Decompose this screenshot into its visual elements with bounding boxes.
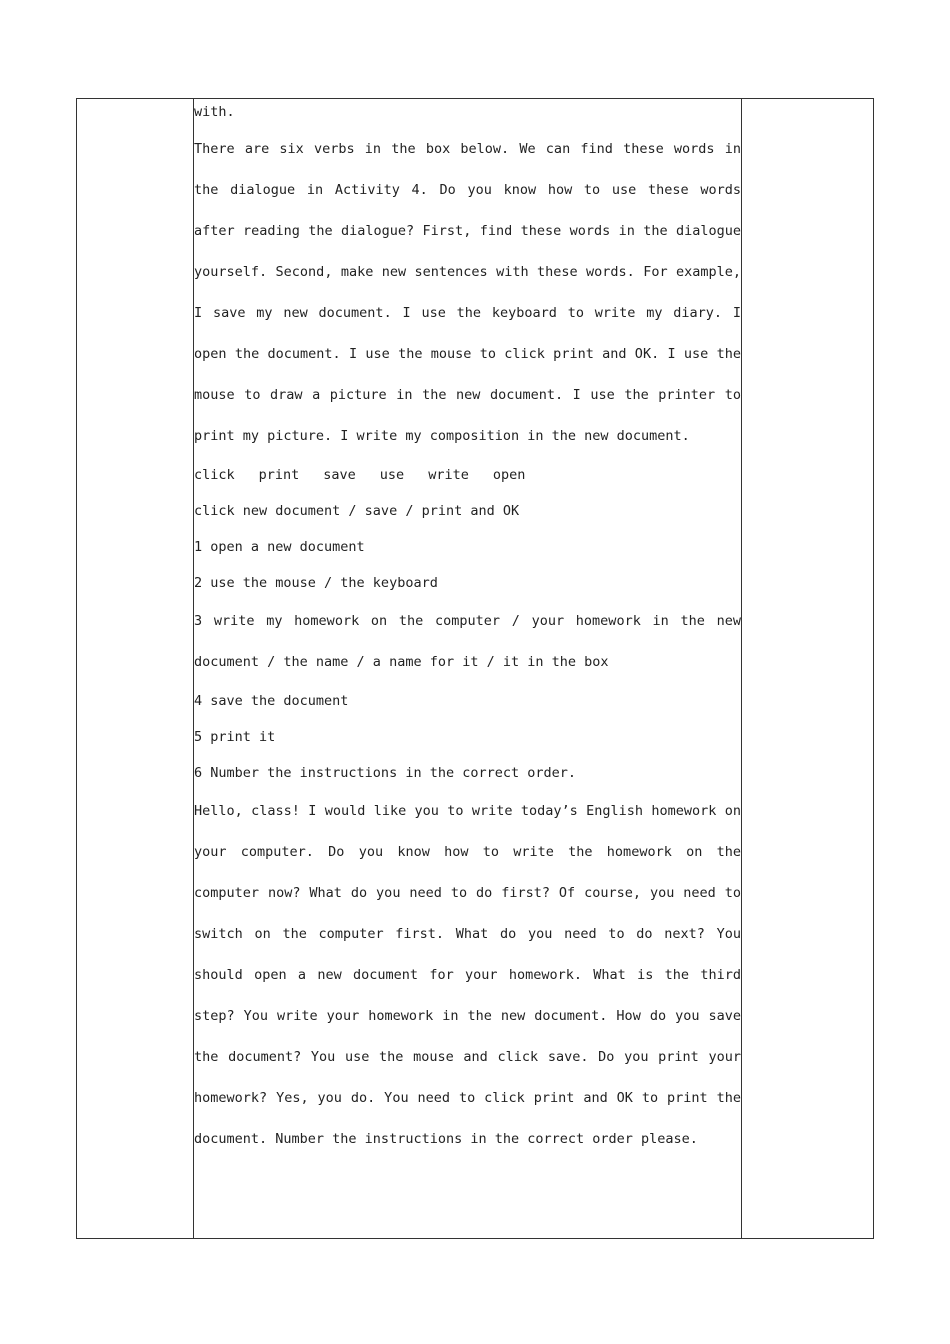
phrase-line: 3 write my homework on the computer / your homework in the new document / the name / a name for it / it in the box: [194, 613, 741, 670]
verb-word: use: [379, 467, 405, 483]
left-column-cell: [77, 99, 194, 1239]
verb-word: print: [258, 467, 300, 483]
continuation-text: with.: [194, 104, 235, 120]
table-row: [77, 99, 874, 1239]
phrase-line: 2 use the mouse / the keyboard: [194, 575, 438, 591]
verb-word: click: [194, 467, 235, 483]
phrase-line: 1 open a new document: [194, 539, 365, 555]
phrase-line: click new document / save / print and OK: [194, 503, 520, 519]
verb-word-box: [194, 457, 741, 493]
verb-word: write: [428, 467, 469, 483]
lesson-content: [194, 99, 741, 1160]
verb-word: save: [323, 467, 356, 483]
main-content-cell: [194, 99, 742, 1239]
phrase-line: 6 Number the instructions in the correct order.: [194, 765, 577, 781]
homework-paragraph: Hello, class! I would like you to write today’s English homework on your computer. Do you know how to write the homework on the computer now? What do you need to do first? Of course, you need to switch on the computer first. What do you need to do next? You should open a new document for your homework. What is the third step? You write your homework in the new document. How do you save the document? You use the mouse and click save. Do you print your homework? Yes, you do. You need to click print and OK to print the document. Number the instructions in the correct order please.: [194, 803, 741, 1147]
verbs-instruction-paragraph: There are six verbs in the box below. We can find these words in the dialogue in Activity 4. Do you know how to use these words after reading the dialogue? First, find these words in the dialogue yourself. Second, make new sentences with these words. For example, I save my new document. I use the keyboard to write my diary. I open the document. I use the mouse to click print and OK. I use the mouse to draw a picture in the new document. I use the printer to print my picture. I write my composition in the new document.: [194, 141, 741, 444]
right-column-cell: [742, 99, 874, 1239]
lesson-plan-table: [76, 98, 874, 1239]
verb-word: open: [492, 467, 526, 483]
phrase-line: 5 print it: [194, 729, 276, 745]
phrase-line: 4 save the document: [194, 693, 349, 709]
